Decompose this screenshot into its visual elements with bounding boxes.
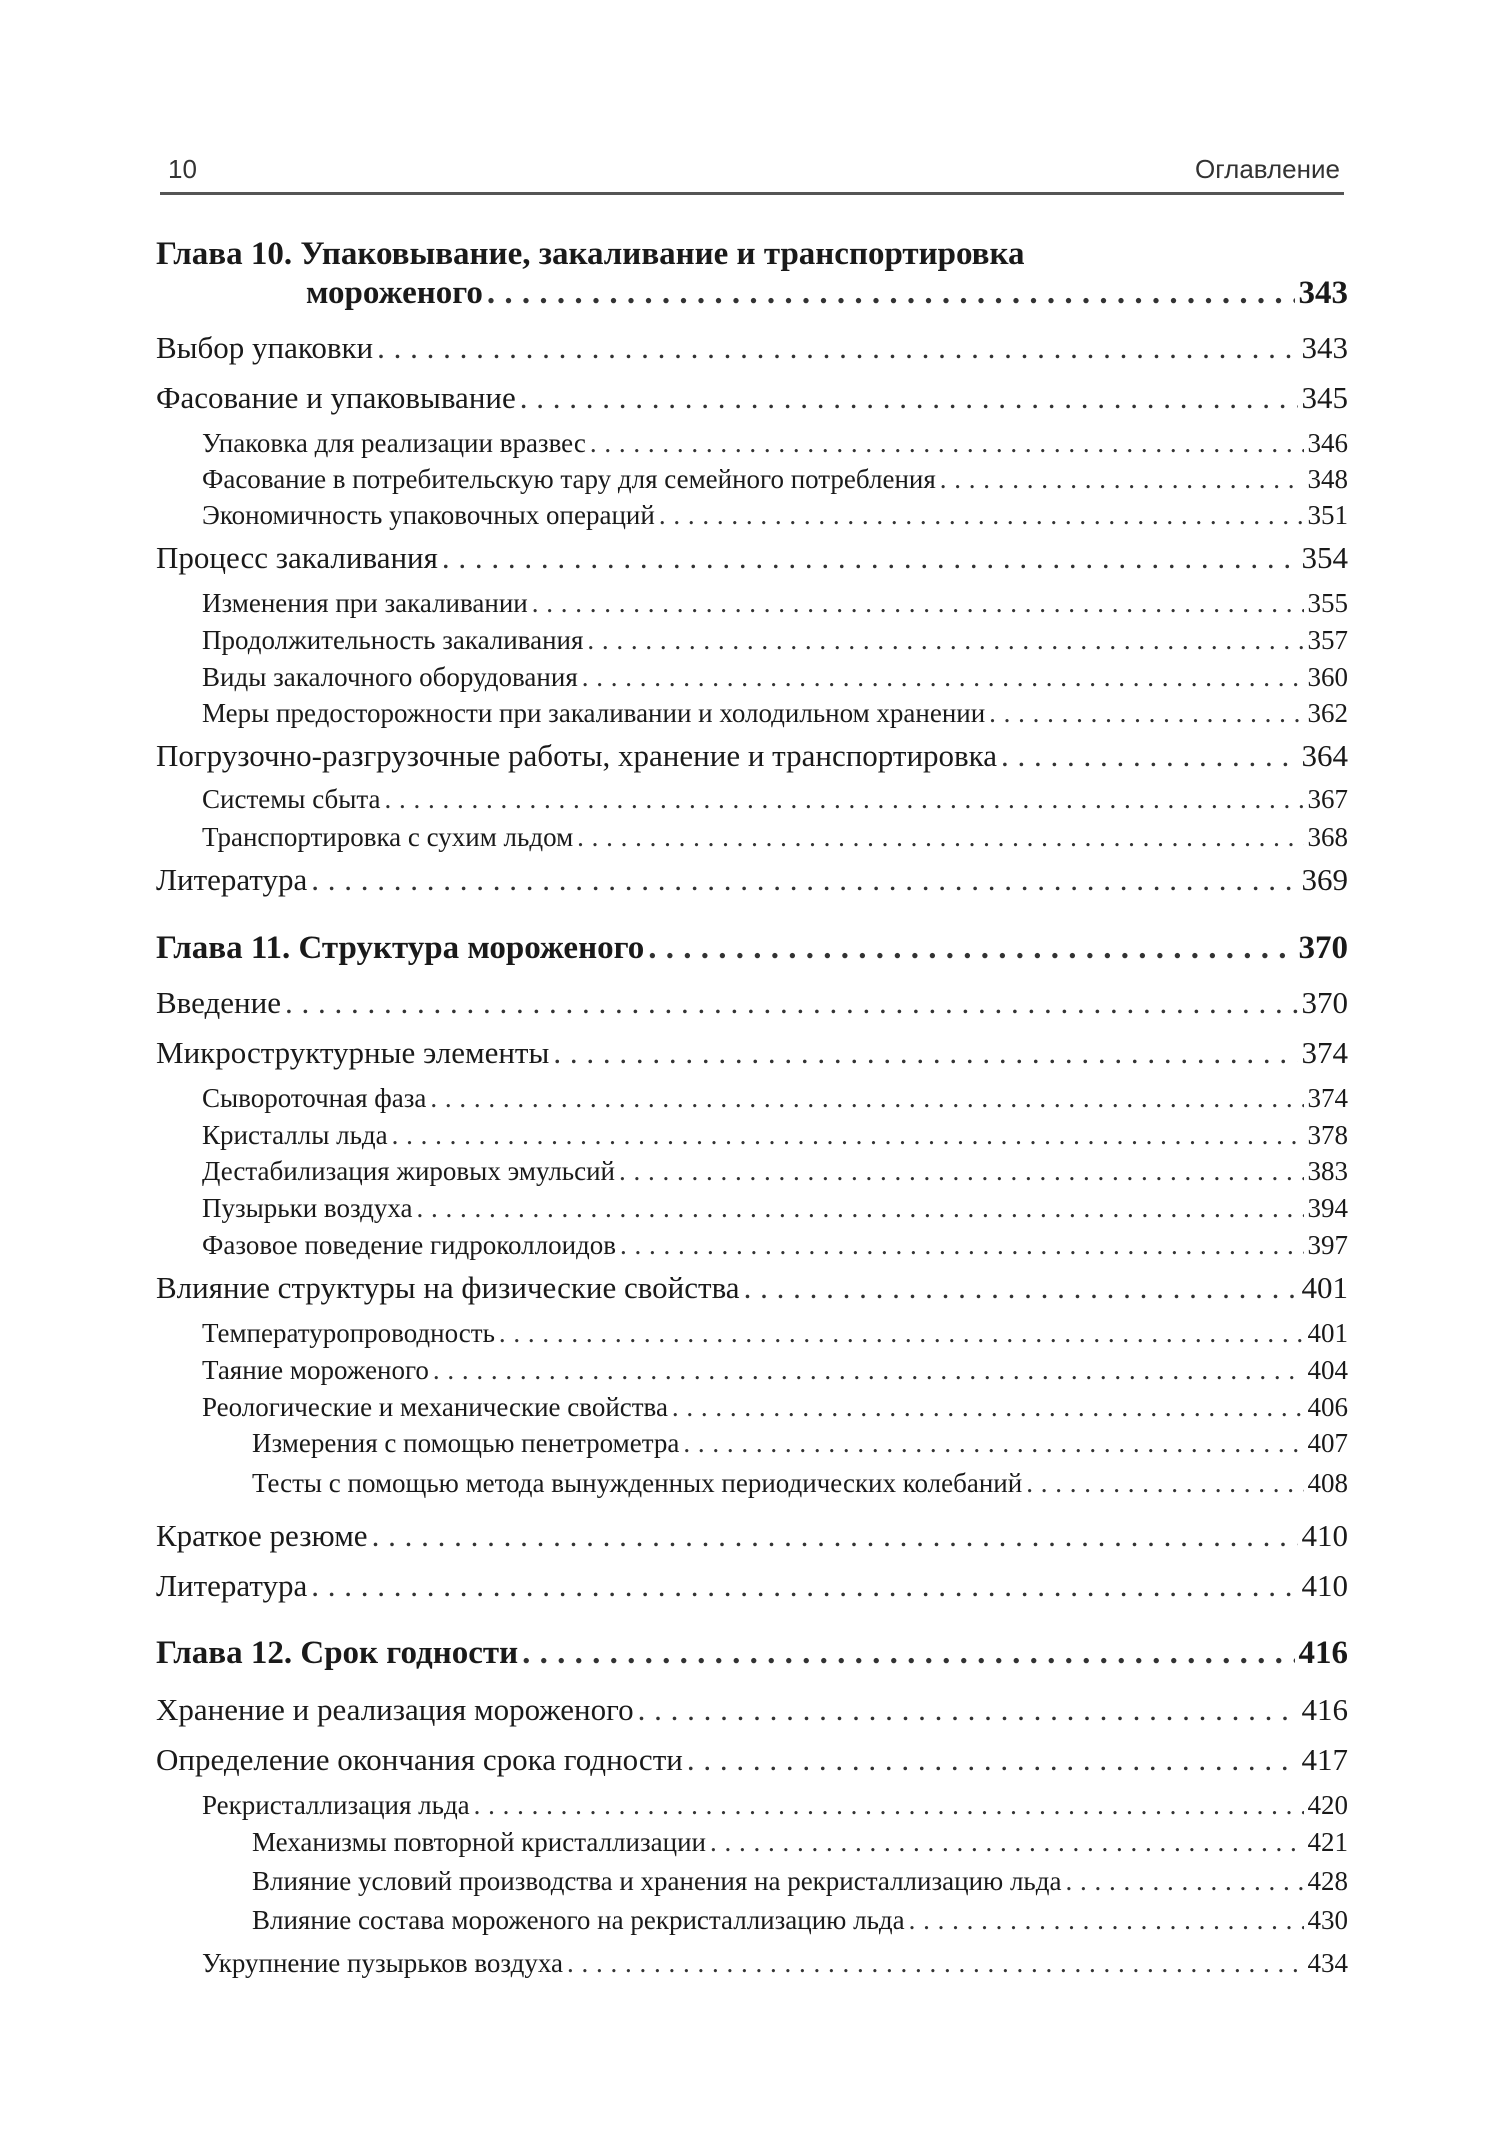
entry-page-number: 367 bbox=[1307, 784, 1348, 814]
leader-dots bbox=[520, 380, 1298, 416]
toc-entry[interactable] bbox=[156, 862, 1348, 898]
leader-dots bbox=[522, 1635, 1294, 1672]
entry-label: Микроструктурные элементы bbox=[156, 1035, 550, 1070]
entry-label: Укрупнение пузырьков воздуха bbox=[202, 1948, 563, 1978]
entry-page-number: 394 bbox=[1307, 1193, 1348, 1223]
entry-page-number: 410 bbox=[1301, 1518, 1348, 1553]
leader-dots bbox=[553, 1035, 1297, 1071]
entry-page-number: 408 bbox=[1307, 1468, 1348, 1498]
toc-entry[interactable] bbox=[156, 1270, 1348, 1306]
entry-page-number: 360 bbox=[1307, 662, 1348, 692]
leader-dots bbox=[532, 588, 1304, 619]
toc-entry[interactable] bbox=[156, 1355, 1348, 1386]
toc-entry[interactable] bbox=[156, 625, 1348, 656]
leader-dots bbox=[648, 930, 1294, 967]
entry-page-number: 343 bbox=[1298, 275, 1348, 311]
entry-page-number: 355 bbox=[1307, 588, 1348, 618]
chapter-heading-row[interactable] bbox=[156, 930, 1348, 967]
toc-entry[interactable] bbox=[156, 1193, 1348, 1224]
toc-entry[interactable] bbox=[156, 1948, 1348, 1979]
entry-label: Рекристаллизация льда bbox=[202, 1790, 470, 1820]
leader-dots bbox=[672, 1392, 1304, 1423]
leader-dots bbox=[474, 1790, 1304, 1821]
entry-label: Выбор упаковки bbox=[156, 330, 374, 365]
entry-page-number: 362 bbox=[1307, 698, 1348, 728]
entry-page-number: 345 bbox=[1301, 380, 1348, 415]
toc-entry[interactable] bbox=[156, 1905, 1348, 1936]
leader-dots bbox=[567, 1948, 1304, 1979]
entry-page-number: 374 bbox=[1307, 1083, 1348, 1113]
entry-label: Тесты с помощью метода вынужденных периодических колебаний bbox=[252, 1468, 1023, 1498]
leader-dots bbox=[1065, 1866, 1303, 1897]
toc-entry[interactable] bbox=[156, 784, 1348, 815]
entry-page-number: 369 bbox=[1301, 862, 1348, 897]
entry-page-number: 378 bbox=[1307, 1120, 1348, 1150]
toc-entry[interactable] bbox=[156, 1428, 1348, 1459]
toc-entry[interactable] bbox=[156, 1790, 1348, 1821]
leader-dots bbox=[442, 540, 1298, 576]
entry-label: Кристаллы льда bbox=[202, 1120, 388, 1150]
entry-label: Механизмы повторной кристаллизации bbox=[252, 1827, 706, 1857]
leader-dots bbox=[909, 1905, 1304, 1936]
entry-page-number: 374 bbox=[1301, 1035, 1348, 1070]
leader-dots bbox=[638, 1692, 1298, 1728]
entry-page-number: 416 bbox=[1301, 1692, 1348, 1727]
leader-dots bbox=[417, 1193, 1304, 1224]
toc-entry[interactable] bbox=[156, 698, 1348, 729]
entry-label: Влияние структуры на физические свойства bbox=[156, 1270, 740, 1305]
toc-entry[interactable] bbox=[156, 1156, 1348, 1187]
toc-entry[interactable] bbox=[156, 1866, 1348, 1897]
entry-page-number: 346 bbox=[1307, 428, 1348, 458]
entry-page-number: 407 bbox=[1307, 1428, 1348, 1458]
leader-dots bbox=[659, 500, 1304, 531]
entry-label: Пузырьки воздуха bbox=[202, 1193, 413, 1223]
toc-entry[interactable] bbox=[156, 1468, 1348, 1499]
toc-entry[interactable] bbox=[156, 540, 1348, 576]
entry-label: Литература bbox=[156, 1568, 308, 1603]
entry-page-number: 410 bbox=[1301, 1568, 1348, 1603]
leader-dots bbox=[989, 698, 1303, 729]
toc-entry[interactable] bbox=[156, 464, 1348, 495]
entry-label: Литература bbox=[156, 862, 308, 897]
leader-dots bbox=[1026, 1468, 1303, 1499]
toc-entry[interactable] bbox=[156, 380, 1348, 416]
toc-entry[interactable] bbox=[156, 1692, 1348, 1728]
entry-page-number: 406 bbox=[1307, 1392, 1348, 1422]
toc-entry[interactable] bbox=[156, 1230, 1348, 1261]
leader-dots bbox=[710, 1827, 1304, 1858]
entry-label: Изменения при закаливании bbox=[202, 588, 528, 618]
toc-entry[interactable] bbox=[156, 738, 1348, 774]
entry-page-number: 351 bbox=[1307, 500, 1348, 530]
leader-dots bbox=[940, 464, 1304, 495]
entry-page-number: 370 bbox=[1298, 930, 1348, 966]
entry-page-number: 420 bbox=[1307, 1790, 1348, 1820]
leader-dots bbox=[619, 1156, 1304, 1187]
leader-dots bbox=[683, 1428, 1303, 1459]
entry-page-number: 357 bbox=[1307, 625, 1348, 655]
toc-entry[interactable] bbox=[156, 500, 1348, 531]
entry-label: Погрузочно-разгрузочные работы, хранение и транспортировка bbox=[156, 738, 998, 773]
entry-label: Глава 11. Структура мороженого bbox=[156, 930, 645, 966]
toc-entry[interactable] bbox=[156, 1392, 1348, 1423]
toc-entry[interactable] bbox=[156, 1742, 1348, 1778]
entry-label: Меры предосторожности при закаливании и холодильном хранении bbox=[202, 698, 986, 728]
entry-label: Транспортировка с сухим льдом bbox=[202, 822, 574, 852]
running-title: Оглавление bbox=[1195, 154, 1340, 184]
toc-entry[interactable] bbox=[156, 1035, 1348, 1071]
toc-entry[interactable] bbox=[156, 1318, 1348, 1349]
toc-entry[interactable] bbox=[156, 985, 1348, 1021]
entry-label: мороженого bbox=[306, 275, 483, 311]
entry-page-number: 428 bbox=[1307, 1866, 1348, 1896]
leader-dots bbox=[311, 862, 1297, 898]
entry-page-number: 348 bbox=[1307, 464, 1348, 494]
entry-page-number: 370 bbox=[1301, 985, 1348, 1020]
leader-dots bbox=[499, 1318, 1304, 1349]
leader-dots bbox=[392, 1120, 1304, 1151]
page-header bbox=[160, 152, 1344, 195]
entry-label: Таяние мороженого bbox=[202, 1355, 429, 1385]
entry-label: Влияние условий производства и хранения на рекристаллизацию льда bbox=[252, 1866, 1062, 1896]
entry-label: Процесс закаливания bbox=[156, 540, 438, 575]
chapter-heading-row[interactable] bbox=[156, 275, 1348, 312]
leader-dots bbox=[311, 1568, 1297, 1604]
chapter-title: Глава 10. Упаковывание, закаливание и транспортировка bbox=[156, 236, 1025, 272]
entry-label: Температуропроводность bbox=[202, 1318, 495, 1348]
toc-entry[interactable] bbox=[156, 1083, 1348, 1114]
entry-label: Фасование в потребительскую тару для семейного потребления bbox=[202, 464, 936, 494]
entry-page-number: 368 bbox=[1307, 822, 1348, 852]
entry-page-number: 404 bbox=[1307, 1355, 1348, 1385]
entry-label: Упаковка для реализации вразвес bbox=[202, 428, 586, 458]
leader-dots bbox=[1001, 738, 1297, 774]
leader-dots bbox=[433, 1355, 1304, 1386]
leader-dots bbox=[285, 985, 1298, 1021]
toc-entry[interactable] bbox=[156, 822, 1348, 853]
entry-page-number: 364 bbox=[1301, 738, 1348, 773]
entry-page-number: 354 bbox=[1301, 540, 1348, 575]
entry-label: Хранение и реализация мороженого bbox=[156, 1692, 634, 1727]
toc-entry[interactable] bbox=[156, 330, 1348, 366]
toc-entry[interactable] bbox=[156, 588, 1348, 619]
entry-label: Системы сбыта bbox=[202, 784, 381, 814]
entry-label: Продолжительность закаливания bbox=[202, 625, 584, 655]
entry-page-number: 401 bbox=[1301, 1270, 1348, 1305]
entry-label: Реологические и механические свойства bbox=[202, 1392, 668, 1422]
toc-entry[interactable] bbox=[156, 1120, 1348, 1151]
entry-label: Глава 12. Срок годности bbox=[156, 1635, 519, 1671]
entry-page-number: 417 bbox=[1301, 1742, 1348, 1777]
leader-dots bbox=[372, 1518, 1298, 1554]
entry-label: Определение окончания срока годности bbox=[156, 1742, 683, 1777]
entry-label: Фазовое поведение гидроколлоидов bbox=[202, 1230, 617, 1260]
entry-label: Фасование и упаковывание bbox=[156, 380, 516, 415]
leader-dots bbox=[377, 330, 1297, 366]
toc-entry[interactable] bbox=[156, 1568, 1348, 1604]
leader-dots bbox=[577, 822, 1303, 853]
leader-dots bbox=[487, 275, 1295, 312]
entry-label: Введение bbox=[156, 985, 281, 1020]
entry-label: Влияние состава мороженого на рекристаллизацию льда bbox=[252, 1905, 905, 1935]
toc-entry[interactable] bbox=[156, 1518, 1348, 1554]
entry-label: Дестабилизация жировых эмульсий bbox=[202, 1156, 615, 1186]
leader-dots bbox=[687, 1742, 1298, 1778]
entry-label: Виды закалочного оборудования bbox=[202, 662, 578, 692]
entry-page-number: 430 bbox=[1307, 1905, 1348, 1935]
entry-page-number: 397 bbox=[1307, 1230, 1348, 1260]
entry-page-number: 421 bbox=[1307, 1827, 1348, 1857]
leader-dots bbox=[590, 428, 1304, 459]
page-number: 10 bbox=[168, 154, 197, 184]
leader-dots bbox=[582, 662, 1304, 693]
toc-entry[interactable] bbox=[156, 428, 1348, 459]
entry-page-number: 434 bbox=[1307, 1948, 1348, 1978]
entry-label: Краткое резюме bbox=[156, 1518, 368, 1553]
entry-label: Измерения с помощью пенетрометра bbox=[252, 1428, 680, 1458]
toc-entry[interactable] bbox=[156, 662, 1348, 693]
leader-dots bbox=[744, 1270, 1298, 1306]
chapter-heading-row[interactable] bbox=[156, 1635, 1348, 1672]
entry-label: Экономичность упаковочных операций bbox=[202, 500, 655, 530]
leader-dots bbox=[385, 784, 1304, 815]
leader-dots bbox=[620, 1230, 1303, 1261]
entry-label: Сывороточная фаза bbox=[202, 1083, 427, 1113]
entry-page-number: 343 bbox=[1301, 330, 1348, 365]
entry-page-number: 383 bbox=[1307, 1156, 1348, 1186]
leader-dots bbox=[587, 625, 1303, 656]
leader-dots bbox=[430, 1083, 1303, 1114]
entry-page-number: 416 bbox=[1298, 1635, 1348, 1671]
entry-page-number: 401 bbox=[1307, 1318, 1348, 1348]
toc-entry[interactable] bbox=[156, 1827, 1348, 1858]
